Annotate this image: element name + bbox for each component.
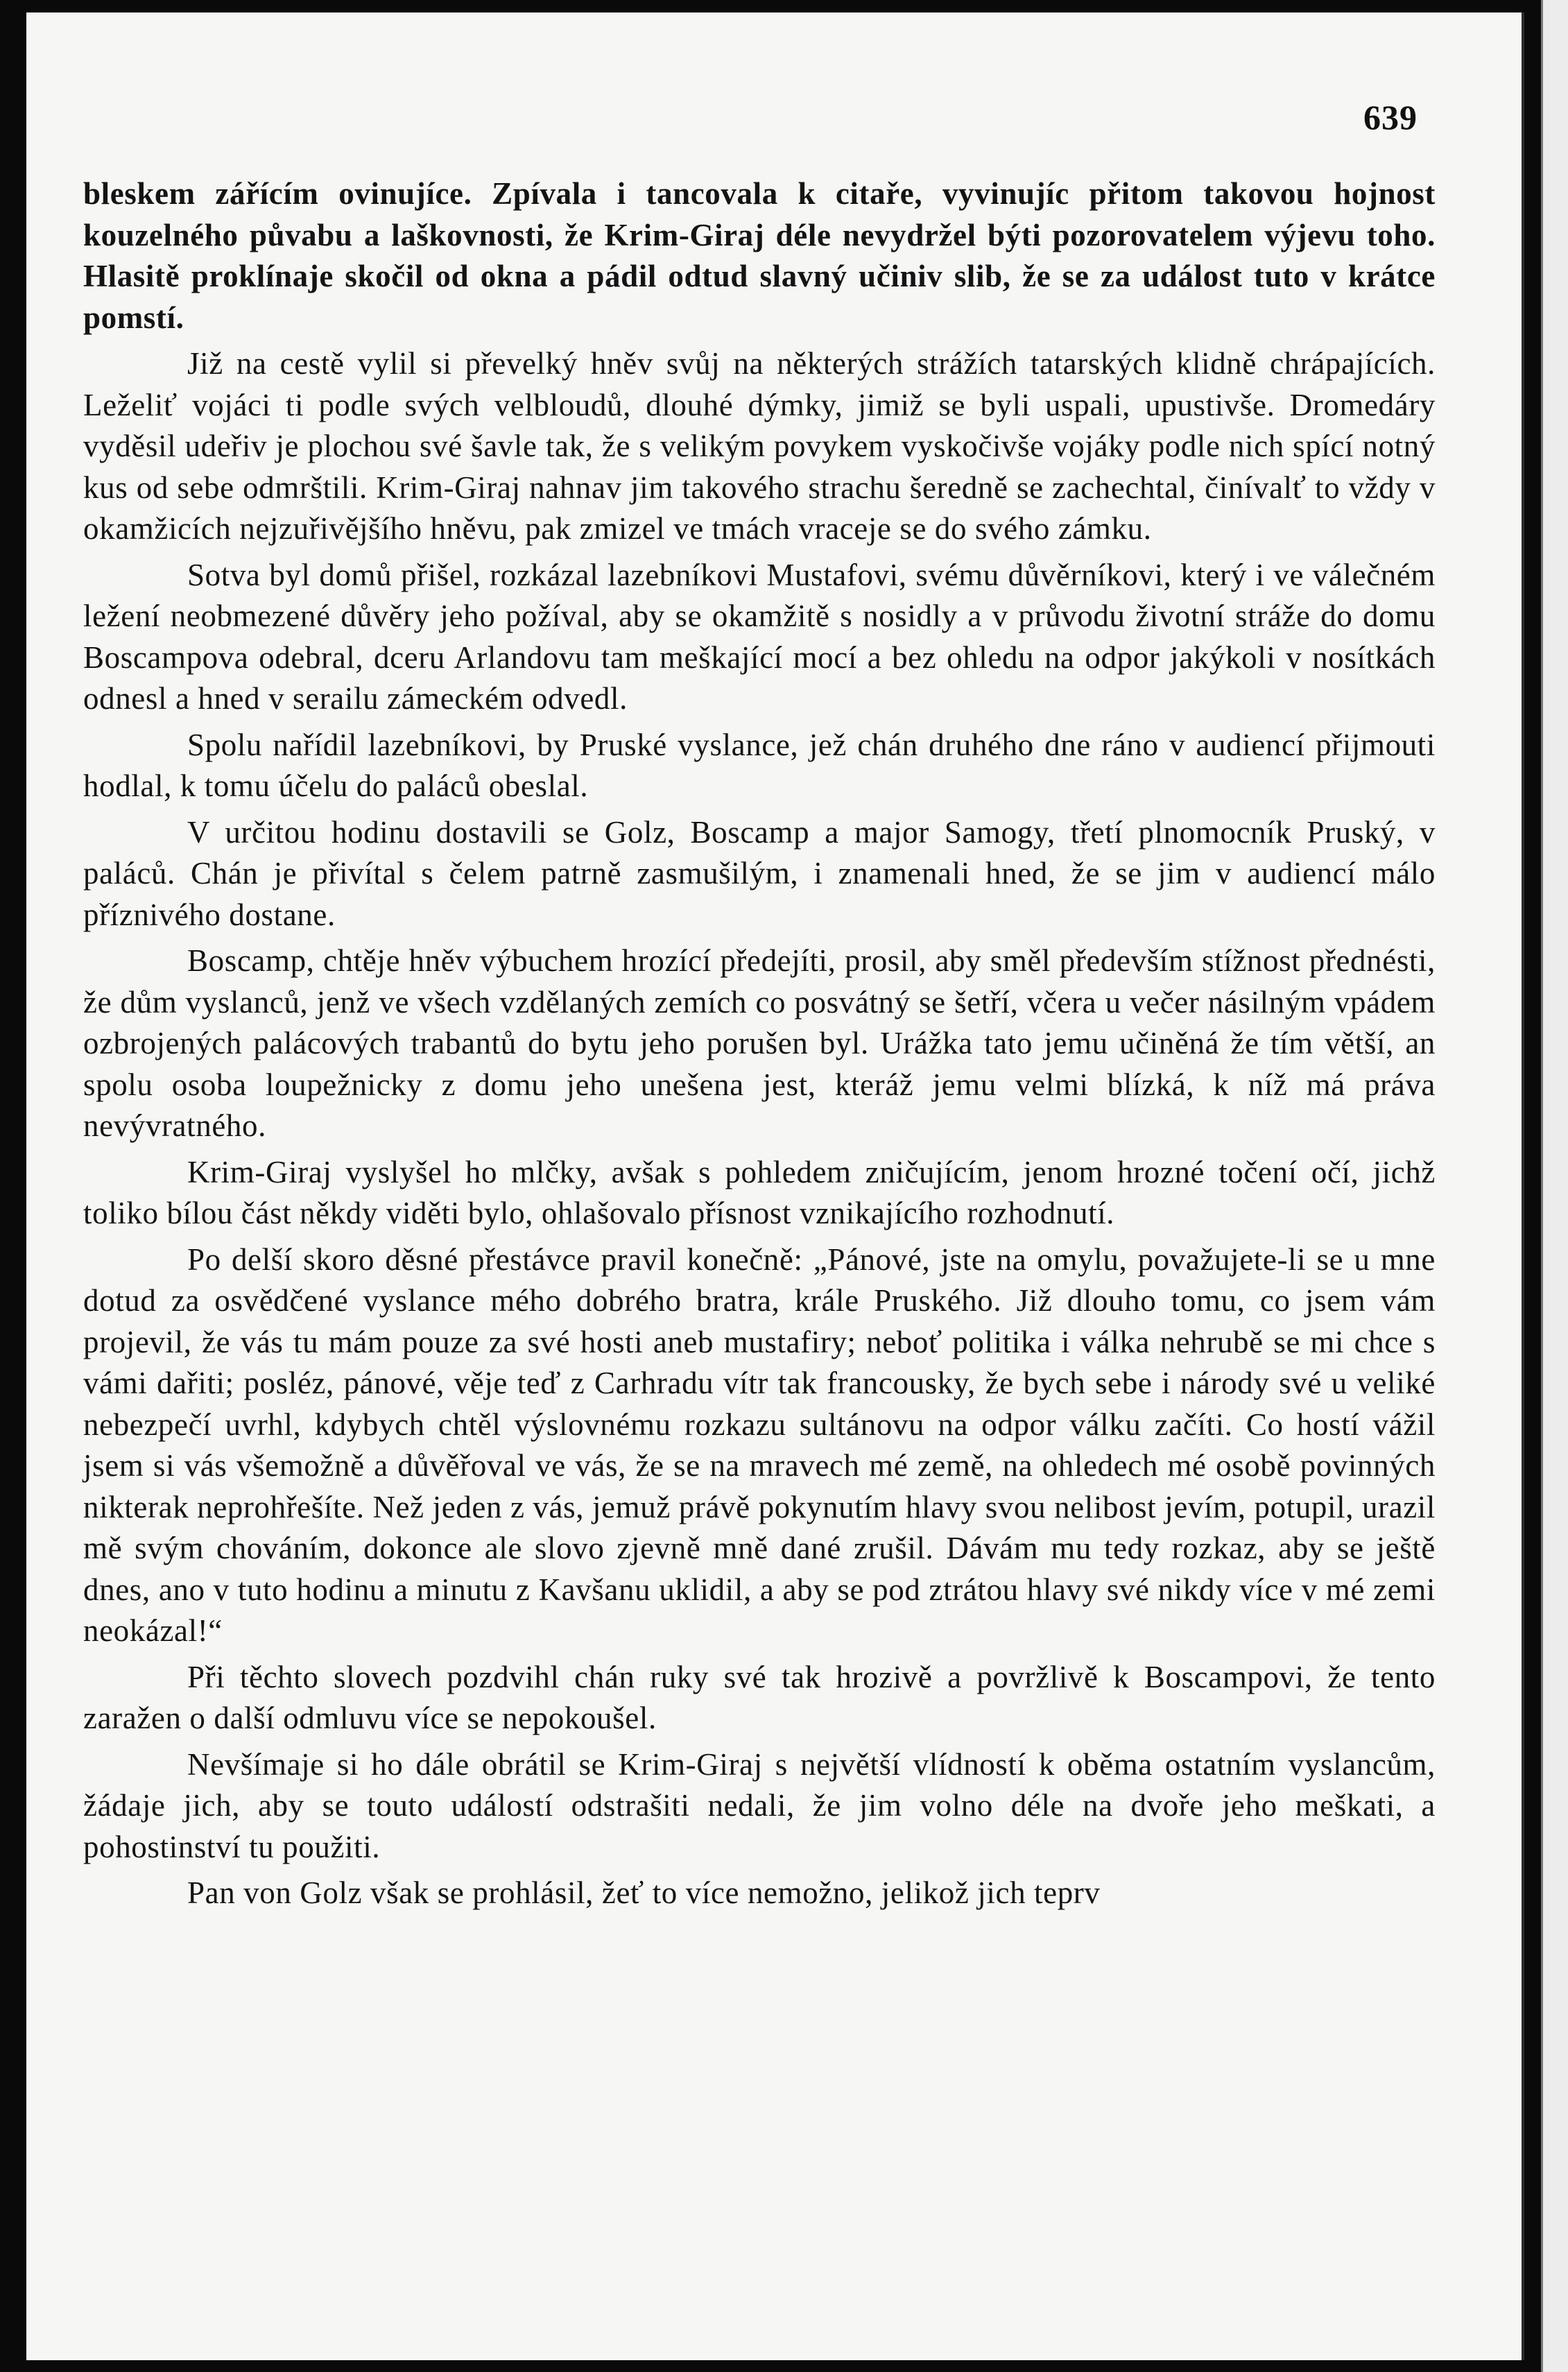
paragraph-1: bleskem zářícím ovinujíce. Zpívala i tancovala k citaře, vyvinujíc přitom takovou hojnost kouzelného půvabu a laškovnosti, že Krim-Giraj déle nevydržel býti pozorovatelem výjevu toho. Hlasitě proklínaje skočil od okna a pádil odtud slavný učiniv slib, že se za událost tuto v krátce pomstí. (83, 176, 1436, 335)
paragraph-3: Sotva byl domů přišel, rozkázal lazebníkovi Mustafovi, svému důvěrníkovi, který i ve válečném ležení neobmezené důvěry jeho požíval, aby se okamžitě s nosidly a v průvodu životní stráže do domu Boscampova odebral, dceru Arlandovu tam meškající mocí a bez ohledu na odpor jakýkoli v nosítkách odnesl a hned v serailu zámeckém odvedl. (83, 557, 1436, 716)
page-text (83, 173, 1436, 1919)
paragraph-6: Boscamp, chtěje hněv výbuchem hrozící předejíti, prosil, aby směl především stížnost přednésti, že dům vyslanců, jenž ve všech vzdělaných zemích co posvátný se šetří, včera u večer násilným vpádem ozbrojených palácových trabantů do bytu jeho porušen byl. Urážka tato jemu učiněná že tím větší, an spolu osoba loupežnicky z domu jeho unešena jest, kteráž jemu velmi blízká, k níž má práva nevývratného. (83, 943, 1436, 1143)
paragraph-4: Spolu nařídil lazebníkovi, by Pruské vyslance, jež chán druhého dne ráno v audiencí přijmouti hodlal, k tomu účelu do paláců obeslal. (83, 727, 1436, 803)
paragraph-2: Již na cestě vylil si převelký hněv svůj na některých strážích tatarských klidně chrápajících. Leželiť vojáci ti podle svých velbloudů, dlouhé dýmky, jimiž se byli uspali, upustivše. Dromedáry vyděsil udeřiv je plochou své šavle tak, že s velikým povykem vyskočivše vojáky podle nich spící notný kus od sebe odmrštili. Krim-Giraj nahnav jim takového strachu šeredně se zachechtal, činívalť to vždy v okamžicích nejzuřivějšího hněvu, pak zmizel ve tmách vraceje se do svého zámku. (83, 346, 1436, 546)
paragraph-8: Po delší skoro děsné přestávce pravil konečně: „Pánové, jste na omylu, považujete-li se u mne dotud za osvědčené vyslance mého dobrého bratra, krále Pruského. Již dlouho tomu, co jsem vám projevil, že vás tu mám pouze za své hosti aneb mustafiry; neboť politika i válka nehrubě se mi chce s vámi dařiti; posléz, pánové, věje teď z Carhradu vítr tak francousky, že bych sebe i národy své u veliké nebezpečí uvrhl, kdybych chtěl výslovnému rozkazu sultánovu na odpor válku začíti. Co hostí vážil jsem si vás všemožně a důvěřoval ve vás, že se na mravech mé země, na ohledech mé osobě povinných nikterak neprohřešíte. Než jeden z vás, jemuž právě pokynutím hlavy svou nelibost jevím, potupil, urazil mě svým chováním, dokonce ale slovo zjevně mně dané zrušil. Dávám mu tedy rozkaz, aby se ještě dnes, ano v tuto hodinu a minutu z Kavšanu uklidil, a aby se pod ztrátou hlavy své nikdy více v mé zemi neokázal!“ (83, 1241, 1436, 1648)
paragraph-11: Pan von Golz však se prohlásil, žeť to více nemožno, jelikož jich teprv (187, 1875, 1101, 1910)
page-number: 639 (1363, 98, 1418, 137)
paragraph-7: Krim-Giraj vyslyšel ho mlčky, avšak s pohledem zničujícím, jenom hrozné točení očí, jichž toliko bílou část někdy viděti bylo, ohlašovalo přísnost vznikajícího rozhodnutí. (83, 1154, 1436, 1230)
paragraph-5: V určitou hodinu dostavili se Golz, Boscamp a major Samogy, třetí plnomocník Pruský, v paláců. Chán je přivítal s čelem patrně zasmušilým, i znamenali hned, že se jim v audiencí málo příznivého dostane. (83, 814, 1436, 932)
book-page (26, 12, 1524, 2360)
paragraph-9: Při těchto slovech pozdvihl chán ruky své tak hrozivě a povržlivě k Boscampovi, že tento zaražen o další odmluvu více se nepokoušel. (83, 1659, 1436, 1735)
paragraph-10: Nevšímaje si ho dále obrátil se Krim-Giraj s největší vlídností k oběma ostatním vyslancům, žádaje jich, aby se touto událostí odstrašiti nedali, že jim volno déle na dvoře jeho meškati, a pohostinství tu použiti. (83, 1746, 1436, 1864)
page-edge (1541, 0, 1568, 2372)
